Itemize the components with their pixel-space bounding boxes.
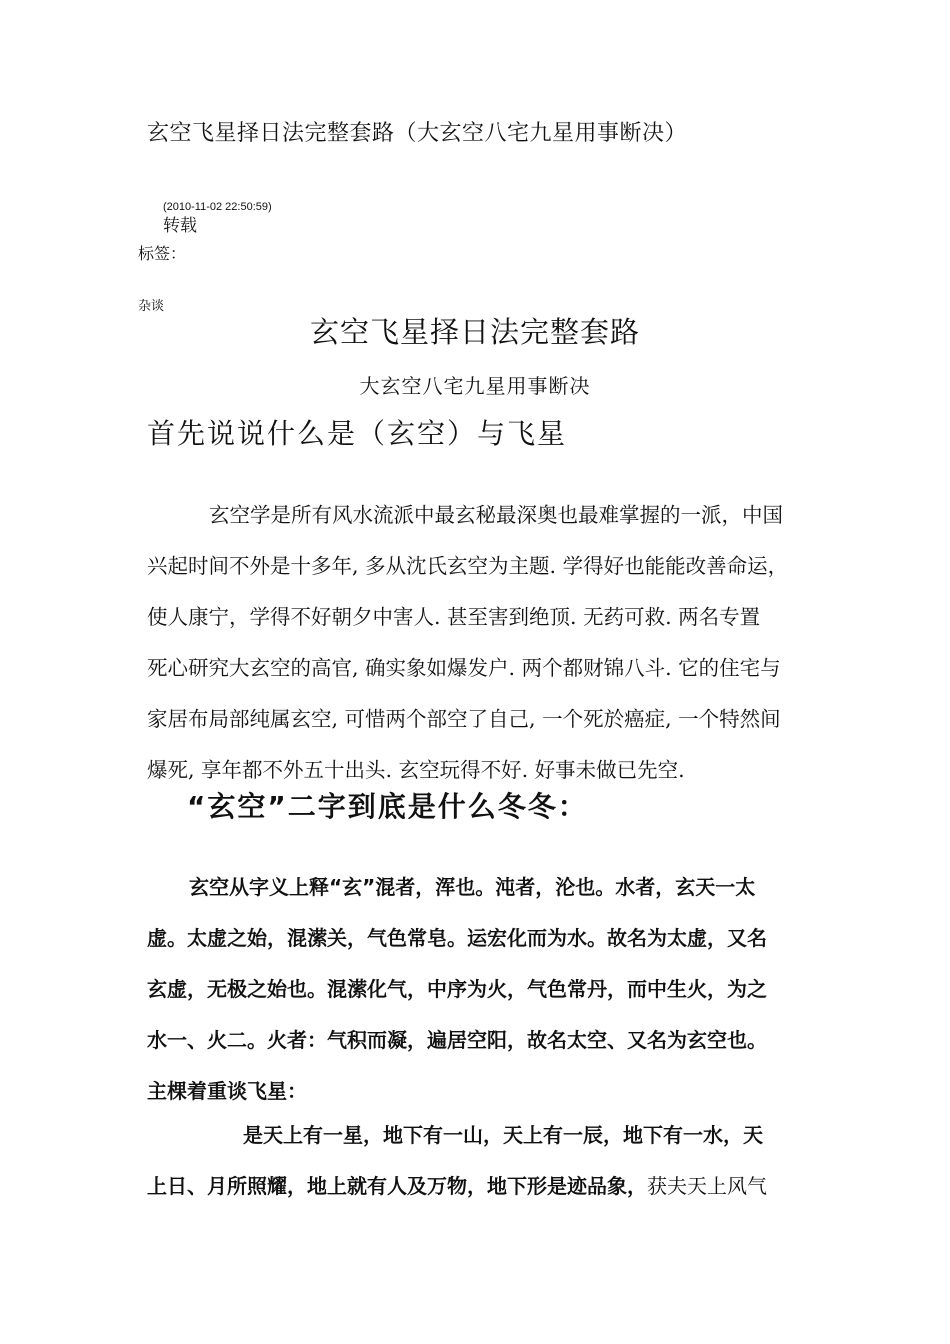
paragraph-2	[147, 867, 809, 1122]
paragraph-line: 玄空学是所有风水流派中最玄秘最深奥也最难掌握的一派，中国	[209, 503, 783, 527]
paragraph-line: 兴起时间不外是十多年, 多从沈氏玄空为主题. 学得好也能能改善命运，	[147, 554, 789, 578]
paragraph-line: 家居布局部纯属玄空, 可惜两个部空了自己, 一个死於癌症, 一个特然间	[147, 707, 781, 731]
post-date: (2010-11-02 22:50:59)	[163, 201, 272, 213]
paragraph-line: 使人康宁，学得不好朝夕中害人. 甚至害到绝顶. 无药可救. 两名专置	[147, 605, 761, 629]
paragraph-line	[147, 1166, 809, 1217]
document-title: 玄空飞星择日法完整套路（大玄空八宅九星用事断决）	[147, 121, 688, 146]
paragraph-1	[147, 495, 809, 801]
sub-title: 大玄空八宅九星用事断决	[359, 374, 591, 398]
paragraph-line: 死心研究大玄空的高官, 确实象如爆发户. 两个都财锦八斗. 它的住宅与	[147, 656, 781, 680]
tag-label: 标签：	[138, 244, 187, 263]
main-title: 玄空飞星择日法完整套路	[309, 315, 640, 349]
paragraph-line: 水一、火二。火者：气积而凝，遍居空阳，故名太空、又名为玄空也。	[147, 1028, 767, 1052]
section-heading-2: “玄空”二字到底是什么冬冬：	[187, 790, 588, 823]
paragraph-line-bold-part: 上日、月所照耀，地上就有人及万物，地下形是迹品象，	[147, 1174, 647, 1198]
paragraph-3	[147, 1115, 809, 1217]
paragraph-line-light-part: 获夫天上风气	[647, 1174, 767, 1198]
repost-label: 转载	[163, 216, 197, 236]
tag-value[interactable]: 杂谈	[138, 299, 165, 314]
paragraph-line: 玄空从字义上释“玄”混者，浑也。沌者，沦也。水者，玄天一太	[189, 875, 756, 899]
paragraph-line: 爆死, 享年都不外五十出头. 玄空玩得不好. 好事未做已先空.	[147, 758, 685, 782]
paragraph-line: 玄虚，无极之始也。混潆化气，中序为火，气色常丹，而中生火，为之	[147, 977, 767, 1001]
paragraph-line: 是天上有一星，地下有一山，天上有一辰，地下有一水，天	[243, 1123, 763, 1147]
paragraph-line: 主棵着重谈飞星：	[147, 1079, 307, 1103]
section-heading-1: 首先说说什么是（玄空）与飞星	[147, 417, 568, 450]
paragraph-line: 虚。太虚之始，混潆关，气色常皂。运宏化而为水。故名为太虚，又名	[147, 926, 767, 950]
